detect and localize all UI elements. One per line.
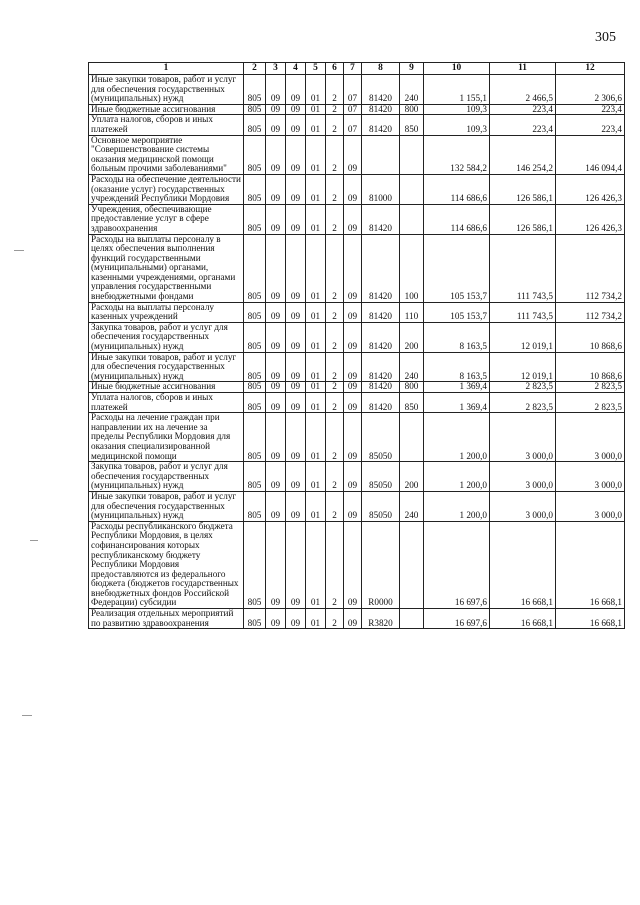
code-direction <box>362 135 400 174</box>
code-program: 01 <box>306 75 326 105</box>
table-row <box>89 352 625 382</box>
code-ministry: 805 <box>244 491 266 521</box>
code-subsection: 09 <box>286 491 306 521</box>
table-row <box>89 104 625 115</box>
table-row <box>89 174 625 204</box>
code-direction: 81420 <box>362 302 400 322</box>
code-direction: 81420 <box>362 104 400 115</box>
code-direction: R0000 <box>362 521 400 608</box>
amount-year-2: 2 466,5 <box>490 75 556 105</box>
code-activity: 09 <box>344 322 362 352</box>
code-subsection: 09 <box>286 462 306 492</box>
amount-year-1: 105 153,7 <box>424 234 490 302</box>
margin-mark <box>22 715 32 716</box>
code-subprogram: 2 <box>326 174 344 204</box>
row-name: Иные бюджетные ассигнования <box>89 382 244 393</box>
column-header: 10 <box>424 63 490 75</box>
amount-year-2: 111 743,5 <box>490 302 556 322</box>
code-program: 01 <box>306 302 326 322</box>
column-header: 8 <box>362 63 400 75</box>
amount-year-2: 146 254,2 <box>490 135 556 174</box>
code-subprogram: 2 <box>326 234 344 302</box>
column-header: 4 <box>286 63 306 75</box>
code-section: 09 <box>266 115 286 135</box>
amount-year-1: 109,3 <box>424 104 490 115</box>
code-direction: 85050 <box>362 413 400 462</box>
code-section: 09 <box>266 393 286 413</box>
code-ministry: 805 <box>244 234 266 302</box>
code-expense-type <box>400 204 424 234</box>
amount-year-3: 223,4 <box>556 115 625 135</box>
row-name: Иные закупки товаров, работ и услуг для обеспечения государственных (муниципальных) нужд <box>89 75 244 105</box>
code-section: 09 <box>266 204 286 234</box>
code-activity: 09 <box>344 462 362 492</box>
amount-year-3: 10 868,6 <box>556 322 625 352</box>
code-subprogram: 2 <box>326 352 344 382</box>
amount-year-3: 223,4 <box>556 104 625 115</box>
code-activity: 09 <box>344 413 362 462</box>
budget-table <box>88 62 625 629</box>
row-name: Расходы на лечение граждан при направлении их на лечение за пределы Республики Мордовия для оказания специализированной медицинской помощи <box>89 413 244 462</box>
code-subprogram: 2 <box>326 135 344 174</box>
code-expense-type: 850 <box>400 115 424 135</box>
code-subprogram: 2 <box>326 462 344 492</box>
table-row <box>89 491 625 521</box>
column-header: 1 <box>89 63 244 75</box>
amount-year-3: 10 868,6 <box>556 352 625 382</box>
column-header: 12 <box>556 63 625 75</box>
code-section: 09 <box>266 135 286 174</box>
code-subprogram: 2 <box>326 302 344 322</box>
code-section: 09 <box>266 234 286 302</box>
code-ministry: 805 <box>244 609 266 629</box>
code-ministry: 805 <box>244 352 266 382</box>
code-program: 01 <box>306 104 326 115</box>
code-program: 01 <box>306 204 326 234</box>
amount-year-1: 16 697,6 <box>424 609 490 629</box>
table-row <box>89 75 625 105</box>
table-row <box>89 204 625 234</box>
code-expense-type <box>400 135 424 174</box>
amount-year-2: 12 019,1 <box>490 322 556 352</box>
code-subprogram: 2 <box>326 115 344 135</box>
code-direction: 81000 <box>362 174 400 204</box>
row-name: Учреждения, обеспечивающие предоставление услуг в сфере здравоохранения <box>89 204 244 234</box>
code-expense-type: 110 <box>400 302 424 322</box>
amount-year-2: 111 743,5 <box>490 234 556 302</box>
code-expense-type: 850 <box>400 393 424 413</box>
code-subprogram: 2 <box>326 382 344 393</box>
code-program: 01 <box>306 234 326 302</box>
amount-year-1: 8 163,5 <box>424 352 490 382</box>
amount-year-2: 3 000,0 <box>490 413 556 462</box>
amount-year-3: 3 000,0 <box>556 462 625 492</box>
code-expense-type <box>400 521 424 608</box>
code-activity: 09 <box>344 174 362 204</box>
amount-year-2: 2 823,5 <box>490 393 556 413</box>
code-ministry: 805 <box>244 104 266 115</box>
code-section: 09 <box>266 491 286 521</box>
code-activity: 09 <box>344 352 362 382</box>
code-direction: 81420 <box>362 204 400 234</box>
code-expense-type: 200 <box>400 322 424 352</box>
amount-year-1: 132 584,2 <box>424 135 490 174</box>
column-header: 9 <box>400 63 424 75</box>
code-subsection: 09 <box>286 413 306 462</box>
code-section: 09 <box>266 174 286 204</box>
amount-year-3: 126 426,3 <box>556 204 625 234</box>
code-subsection: 09 <box>286 521 306 608</box>
code-ministry: 805 <box>244 521 266 608</box>
code-subprogram: 2 <box>326 413 344 462</box>
code-section: 09 <box>266 462 286 492</box>
table-row <box>89 609 625 629</box>
code-activity: 09 <box>344 234 362 302</box>
code-direction: 81420 <box>362 382 400 393</box>
amount-year-3: 2 823,5 <box>556 393 625 413</box>
code-activity: 09 <box>344 204 362 234</box>
code-program: 01 <box>306 521 326 608</box>
code-expense-type: 800 <box>400 104 424 115</box>
code-subsection: 09 <box>286 352 306 382</box>
code-activity: 07 <box>344 104 362 115</box>
code-subprogram: 2 <box>326 204 344 234</box>
code-direction: 81420 <box>362 322 400 352</box>
code-section: 09 <box>266 352 286 382</box>
amount-year-3: 112 734,2 <box>556 234 625 302</box>
amount-year-2: 3 000,0 <box>490 491 556 521</box>
code-program: 01 <box>306 413 326 462</box>
code-ministry: 805 <box>244 302 266 322</box>
code-expense-type <box>400 174 424 204</box>
code-ministry: 805 <box>244 462 266 492</box>
amount-year-1: 1 155,1 <box>424 75 490 105</box>
code-subsection: 09 <box>286 204 306 234</box>
code-section: 09 <box>266 521 286 608</box>
column-header: 6 <box>326 63 344 75</box>
code-program: 01 <box>306 322 326 352</box>
code-activity: 07 <box>344 115 362 135</box>
code-subsection: 09 <box>286 115 306 135</box>
amount-year-2: 16 668,1 <box>490 609 556 629</box>
amount-year-3: 3 000,0 <box>556 413 625 462</box>
row-name: Закупка товаров, работ и услуг для обеспечения государственных (муниципальных) нужд <box>89 462 244 492</box>
code-subprogram: 2 <box>326 491 344 521</box>
amount-year-1: 114 686,6 <box>424 174 490 204</box>
amount-year-1: 1 369,4 <box>424 382 490 393</box>
code-activity: 09 <box>344 135 362 174</box>
table-row <box>89 393 625 413</box>
code-direction: 81420 <box>362 234 400 302</box>
column-header: 3 <box>266 63 286 75</box>
amount-year-1: 105 153,7 <box>424 302 490 322</box>
code-program: 01 <box>306 393 326 413</box>
column-header: 11 <box>490 63 556 75</box>
code-direction: 85050 <box>362 491 400 521</box>
amount-year-1: 1 200,0 <box>424 491 490 521</box>
code-ministry: 805 <box>244 322 266 352</box>
table-body <box>89 75 625 629</box>
amount-year-3: 146 094,4 <box>556 135 625 174</box>
code-expense-type: 100 <box>400 234 424 302</box>
code-direction: 85050 <box>362 462 400 492</box>
code-section: 09 <box>266 382 286 393</box>
code-direction: 81420 <box>362 115 400 135</box>
code-program: 01 <box>306 135 326 174</box>
table-row <box>89 413 625 462</box>
margin-mark <box>30 540 38 541</box>
code-subprogram: 2 <box>326 393 344 413</box>
code-section: 09 <box>266 609 286 629</box>
row-name: Уплата налогов, сборов и иных платежей <box>89 115 244 135</box>
amount-year-3: 16 668,1 <box>556 609 625 629</box>
code-subprogram: 2 <box>326 609 344 629</box>
amount-year-1: 114 686,6 <box>424 204 490 234</box>
amount-year-3: 126 426,3 <box>556 174 625 204</box>
code-subsection: 09 <box>286 135 306 174</box>
amount-year-2: 126 586,1 <box>490 204 556 234</box>
code-ministry: 805 <box>244 115 266 135</box>
code-program: 01 <box>306 115 326 135</box>
code-ministry: 805 <box>244 75 266 105</box>
code-expense-type: 200 <box>400 462 424 492</box>
row-name: Расходы республиканского бюджета Республики Мордовия, в целях софинансирования которых республиканскому бюджету Республики Мордовия предоставляются из федерального бюджета (бюджетов государственных внебюджетных фондов Российской Федерации) субсидии <box>89 521 244 608</box>
table-row <box>89 382 625 393</box>
code-subsection: 09 <box>286 104 306 115</box>
amount-year-2: 12 019,1 <box>490 352 556 382</box>
table-row <box>89 322 625 352</box>
code-ministry: 805 <box>244 413 266 462</box>
code-direction: R3820 <box>362 609 400 629</box>
amount-year-1: 109,3 <box>424 115 490 135</box>
code-section: 09 <box>266 75 286 105</box>
amount-year-2: 126 586,1 <box>490 174 556 204</box>
amount-year-3: 2 823,5 <box>556 382 625 393</box>
amount-year-1: 8 163,5 <box>424 322 490 352</box>
margin-mark <box>14 250 24 251</box>
column-header: 7 <box>344 63 362 75</box>
code-ministry: 805 <box>244 204 266 234</box>
column-header: 2 <box>244 63 266 75</box>
code-direction: 81420 <box>362 352 400 382</box>
page-number: 305 <box>595 30 616 45</box>
code-ministry: 805 <box>244 174 266 204</box>
amount-year-2: 223,4 <box>490 115 556 135</box>
code-subprogram: 2 <box>326 75 344 105</box>
table-header-row <box>89 63 625 75</box>
amount-year-1: 1 369,4 <box>424 393 490 413</box>
code-activity: 09 <box>344 393 362 413</box>
code-expense-type <box>400 609 424 629</box>
table-row <box>89 234 625 302</box>
code-subsection: 09 <box>286 393 306 413</box>
code-activity: 09 <box>344 491 362 521</box>
code-expense-type: 240 <box>400 491 424 521</box>
row-name: Расходы на обеспечение деятельности (оказание услуг) государственных учреждений Республики Мордовия <box>89 174 244 204</box>
table-row <box>89 521 625 608</box>
amount-year-2: 2 823,5 <box>490 382 556 393</box>
table-row <box>89 115 625 135</box>
code-activity: 09 <box>344 382 362 393</box>
code-activity: 09 <box>344 302 362 322</box>
amount-year-3: 16 668,1 <box>556 521 625 608</box>
code-subsection: 09 <box>286 302 306 322</box>
amount-year-2: 223,4 <box>490 104 556 115</box>
code-activity: 07 <box>344 75 362 105</box>
table-row <box>89 302 625 322</box>
code-subprogram: 2 <box>326 521 344 608</box>
code-program: 01 <box>306 462 326 492</box>
amount-year-1: 1 200,0 <box>424 413 490 462</box>
row-name: Иные закупки товаров, работ и услуг для обеспечения государственных (муниципальных) нужд <box>89 352 244 382</box>
row-name: Закупка товаров, работ и услуг для обеспечения государственных (муниципальных) нужд <box>89 322 244 352</box>
amount-year-1: 1 200,0 <box>424 462 490 492</box>
row-name: Иные бюджетные ассигнования <box>89 104 244 115</box>
row-name: Реализация отдельных мероприятий по развитию здравоохранения <box>89 609 244 629</box>
code-section: 09 <box>266 302 286 322</box>
row-name: Уплата налогов, сборов и иных платежей <box>89 393 244 413</box>
code-ministry: 805 <box>244 382 266 393</box>
amount-year-3: 3 000,0 <box>556 491 625 521</box>
code-subsection: 09 <box>286 609 306 629</box>
code-direction: 81420 <box>362 393 400 413</box>
table-row <box>89 135 625 174</box>
code-subprogram: 2 <box>326 104 344 115</box>
column-header: 5 <box>306 63 326 75</box>
code-section: 09 <box>266 413 286 462</box>
row-name: Расходы на выплаты персоналу казенных учреждений <box>89 302 244 322</box>
code-expense-type: 240 <box>400 75 424 105</box>
code-program: 01 <box>306 352 326 382</box>
code-subsection: 09 <box>286 322 306 352</box>
code-section: 09 <box>266 104 286 115</box>
row-name: Расходы на выплаты персоналу в целях обеспечения выполнения функций государственными (муниципальными) органами, казенными учреждениями, органами управления государственными внебюджетными фондами <box>89 234 244 302</box>
code-activity: 09 <box>344 521 362 608</box>
amount-year-2: 3 000,0 <box>490 462 556 492</box>
code-expense-type: 800 <box>400 382 424 393</box>
code-subsection: 09 <box>286 382 306 393</box>
amount-year-2: 16 668,1 <box>490 521 556 608</box>
amount-year-1: 16 697,6 <box>424 521 490 608</box>
row-name: Иные закупки товаров, работ и услуг для обеспечения государственных (муниципальных) нужд <box>89 491 244 521</box>
code-direction: 81420 <box>362 75 400 105</box>
code-subsection: 09 <box>286 234 306 302</box>
code-program: 01 <box>306 491 326 521</box>
code-ministry: 805 <box>244 393 266 413</box>
amount-year-3: 2 306,6 <box>556 75 625 105</box>
code-program: 01 <box>306 174 326 204</box>
code-expense-type <box>400 413 424 462</box>
code-ministry: 805 <box>244 135 266 174</box>
code-program: 01 <box>306 609 326 629</box>
code-expense-type: 240 <box>400 352 424 382</box>
code-program: 01 <box>306 382 326 393</box>
code-section: 09 <box>266 322 286 352</box>
code-subsection: 09 <box>286 174 306 204</box>
table-row <box>89 462 625 492</box>
code-activity: 09 <box>344 609 362 629</box>
amount-year-3: 112 734,2 <box>556 302 625 322</box>
code-subprogram: 2 <box>326 322 344 352</box>
code-subsection: 09 <box>286 75 306 105</box>
row-name: Основное мероприятие "Совершенствование системы оказания медицинской помощи больным прочими заболеваниями" <box>89 135 244 174</box>
